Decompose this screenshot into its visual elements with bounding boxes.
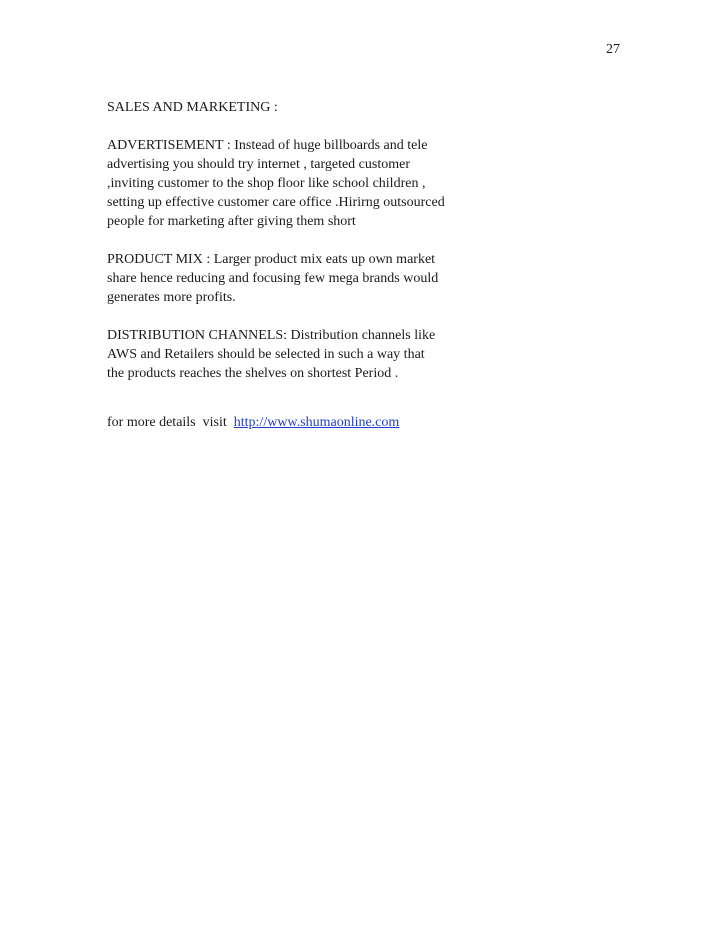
paragraph-line: PRODUCT MIX : Larger product mix eats up own market	[107, 252, 436, 267]
paragraph-line: ADVERTISEMENT : Instead of huge billboards and tele	[107, 138, 428, 153]
paragraph-line: AWS and Retailers should be selected in such a way that	[107, 347, 425, 362]
paragraph-line: people for marketing after giving them short	[107, 214, 356, 229]
paragraph-line: the products reaches the shelves on shortest Period .	[107, 366, 399, 381]
page-number: 27	[606, 42, 620, 57]
section-title: SALES AND MARKETING :	[107, 100, 278, 115]
more-details-text: for more details visit	[107, 415, 234, 430]
paragraph-product-mix	[107, 250, 467, 307]
main-content	[107, 98, 467, 402]
website-link[interactable]: http://www.shumaonline.com	[233, 415, 400, 430]
paragraph-line: advertising you should try internet , targeted customer	[107, 157, 411, 172]
paragraph-distribution-channels	[107, 326, 467, 383]
paragraph-line: DISTRIBUTION CHANNELS: Distribution channels like	[107, 328, 436, 343]
more-details-line	[107, 413, 399, 432]
paragraph-advertisement	[107, 136, 467, 231]
paragraph-line: setting up effective customer care office .Hirirng outsourced	[107, 195, 445, 210]
paragraph-line: generates more profits.	[107, 290, 236, 305]
paragraph-line: share hence reducing and focusing few mega brands would	[107, 271, 439, 286]
paragraph-line: ,inviting customer to the shop floor like school children ,	[107, 176, 426, 191]
